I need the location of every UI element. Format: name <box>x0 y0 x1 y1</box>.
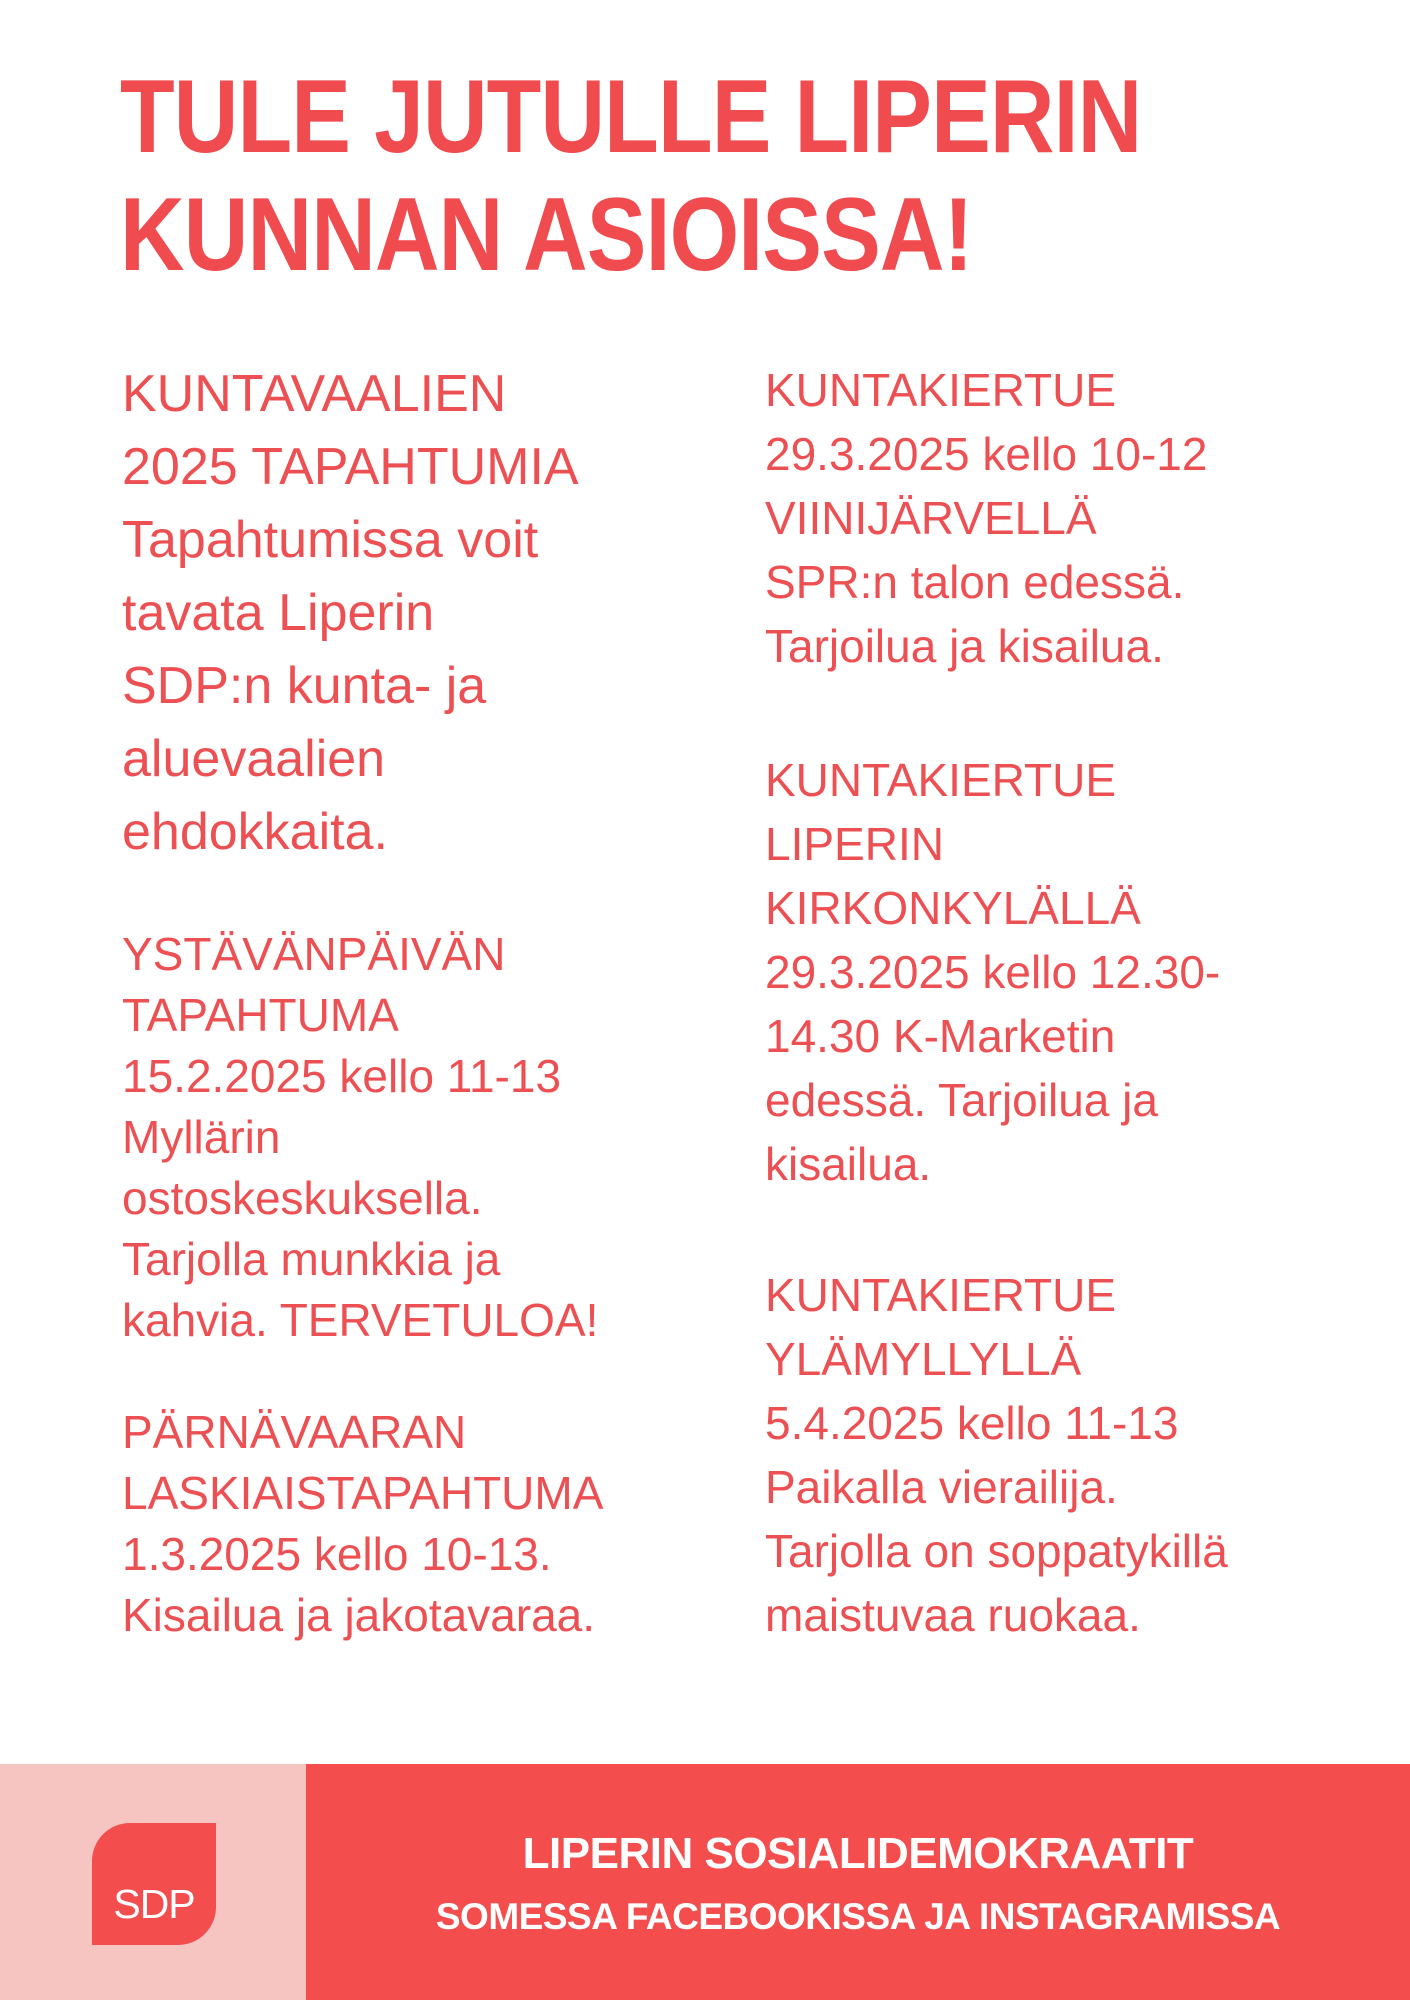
intro-line: Tapahtumissa voit <box>122 511 539 569</box>
event-line: TAPAHTUMA <box>122 989 399 1041</box>
sdp-logo-text: SDP <box>113 1881 195 1927</box>
event-line: SPR:n talon edessä. <box>765 556 1185 608</box>
event-line: YSTÄVÄNPÄIVÄN <box>122 928 506 980</box>
right-column <box>765 358 1365 1647</box>
footer-logo-panel <box>0 1764 306 2000</box>
event-line: Kisailua ja jakotavaraa. <box>122 1589 596 1641</box>
event-line: KIRKONKYLÄLLÄ <box>765 882 1141 934</box>
intro-block <box>122 358 682 869</box>
event-line: KUNTAKIERTUE <box>765 754 1117 806</box>
event-line: 29.3.2025 kello 10-12 <box>765 428 1208 480</box>
page-title <box>120 58 1152 294</box>
event-line: KUNTAKIERTUE <box>765 1269 1117 1321</box>
event-kirkonkyla <box>765 748 1365 1196</box>
event-line: 14.30 K-Marketin <box>765 1010 1116 1062</box>
event-line: Tarjoilua ja kisailua. <box>765 620 1164 672</box>
intro-line: tavata Liperin <box>122 584 435 642</box>
event-line: LIPERIN <box>765 818 944 870</box>
event-ylamylly <box>765 1263 1365 1647</box>
intro-line: ehdokkaita. <box>122 803 388 861</box>
intro-line: aluevaalien <box>122 730 386 788</box>
event-line: kahvia. TERVETULOA! <box>122 1294 599 1346</box>
event-line: VIINIJÄRVELLÄ <box>765 492 1097 544</box>
event-line: Tarjolla on soppatykillä <box>765 1525 1228 1577</box>
event-line: PÄRNÄVAARAN <box>122 1406 467 1458</box>
event-parnavaara <box>122 1402 682 1646</box>
event-line: 5.4.2025 kello 11-13 <box>765 1397 1179 1449</box>
event-line: Myllärin <box>122 1111 281 1163</box>
event-viinijarvi <box>765 358 1365 678</box>
event-line: Paikalla vierailija. <box>765 1461 1118 1513</box>
event-line: ostoskeskuksella. <box>122 1172 483 1224</box>
event-line: 1.3.2025 kello 10-13. <box>122 1528 552 1580</box>
event-line: 29.3.2025 kello 12.30- <box>765 946 1221 998</box>
event-line: YLÄMYLLYLLÄ <box>765 1333 1082 1385</box>
intro-line: KUNTAVAALIEN <box>122 365 507 423</box>
footer-org-name: LIPERIN SOSIALIDEMOKRAATIT <box>522 1829 1194 1878</box>
intro-line: 2025 TAPAHTUMIA <box>122 438 579 496</box>
event-line: Tarjolla munkkia ja <box>122 1233 501 1285</box>
footer-social-note: SOMESSA FACEBOOKISSA JA INSTAGRAMISSA <box>435 1896 1281 1937</box>
event-line: LASKIAISTAPAHTUMA <box>122 1467 604 1519</box>
page-title-line-1: TULE JUTULLE LIPERIN <box>120 59 1142 175</box>
footer-text-panel <box>306 1764 1410 2000</box>
left-column <box>122 358 682 1646</box>
event-valentines <box>122 924 682 1351</box>
sdp-logo <box>92 1823 216 1945</box>
event-line: KUNTAKIERTUE <box>765 364 1117 416</box>
page-title-line-2: KUNNAN ASIOISSA! <box>120 177 973 293</box>
intro-line: SDP:n kunta- ja <box>122 657 487 715</box>
event-line: kisailua. <box>765 1138 932 1190</box>
event-line: edessä. Tarjoilua ja <box>765 1074 1158 1126</box>
event-line: maistuvaa ruokaa. <box>765 1589 1141 1641</box>
event-line: 15.2.2025 kello 11-13 <box>122 1050 562 1102</box>
footer-banner <box>0 1764 1410 2000</box>
